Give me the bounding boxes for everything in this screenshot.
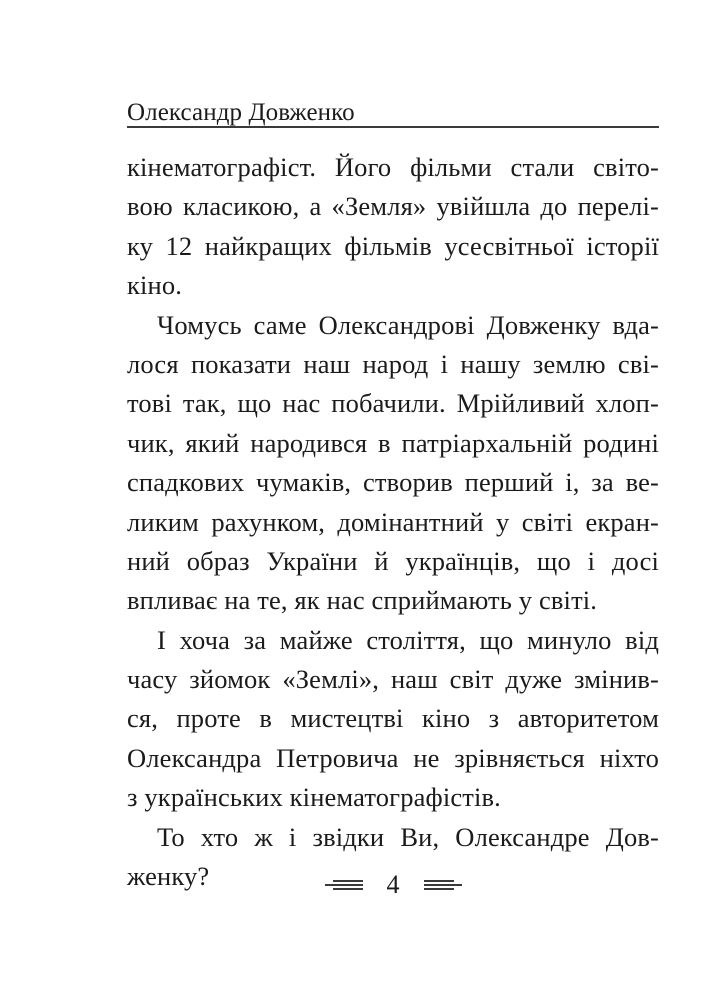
- text-line: Олександра Петровича не зрівняється ніхто: [127, 742, 659, 773]
- text-line: женку?: [127, 861, 210, 892]
- text-line: лося показати наш народ і нашу землю сві-: [127, 348, 659, 379]
- text-line: То хто ж і звідки Ви, Олександре Дов-: [157, 821, 659, 852]
- text-line: І хоча за майже століття, що минуло від: [157, 624, 659, 655]
- folio-ornament-left: [325, 879, 363, 891]
- text-line: кіно.: [127, 270, 183, 301]
- page-number: 4: [386, 870, 400, 899]
- text-line: ку 12 найкращих фільмів усесвітньої історії: [127, 230, 659, 261]
- text-line: впливає на те, як нас сприймають у світі.: [127, 585, 598, 616]
- text-line: Чомусь саме Олександрові Довженку вда-: [157, 309, 659, 340]
- page-footer: [127, 870, 659, 900]
- folio-ornament-right: [424, 879, 462, 891]
- text-line: тові так, що нас побачили. Мрійливий хлоп-: [127, 388, 659, 419]
- body-text: [127, 148, 659, 896]
- running-head-title: Олександр Довженко: [127, 99, 355, 126]
- text-line: ся, проте в мистецтві кіно з авторитетом: [127, 703, 659, 734]
- text-line: спадкових чумаків, створив перший і, за ве-: [127, 467, 659, 498]
- book-page: [127, 0, 659, 1000]
- text-line: чик, який народився в патріархальній родині: [127, 427, 659, 458]
- text-line: ний образ України й українців, що і досі: [127, 545, 659, 576]
- text-line: ликим рахунком, домінантний у світі екран-: [127, 506, 659, 537]
- text-line: з українських кінематографістів.: [127, 782, 501, 813]
- text-line: часу зйомок «Землі», наш світ дуже змінив-: [127, 664, 659, 695]
- header-rule: [127, 126, 659, 128]
- text-line: вою класикою, а «Земля» увійшла до перелі-: [127, 191, 659, 222]
- text-line: кінематографіст. Його фільми стали світо-: [127, 152, 659, 182]
